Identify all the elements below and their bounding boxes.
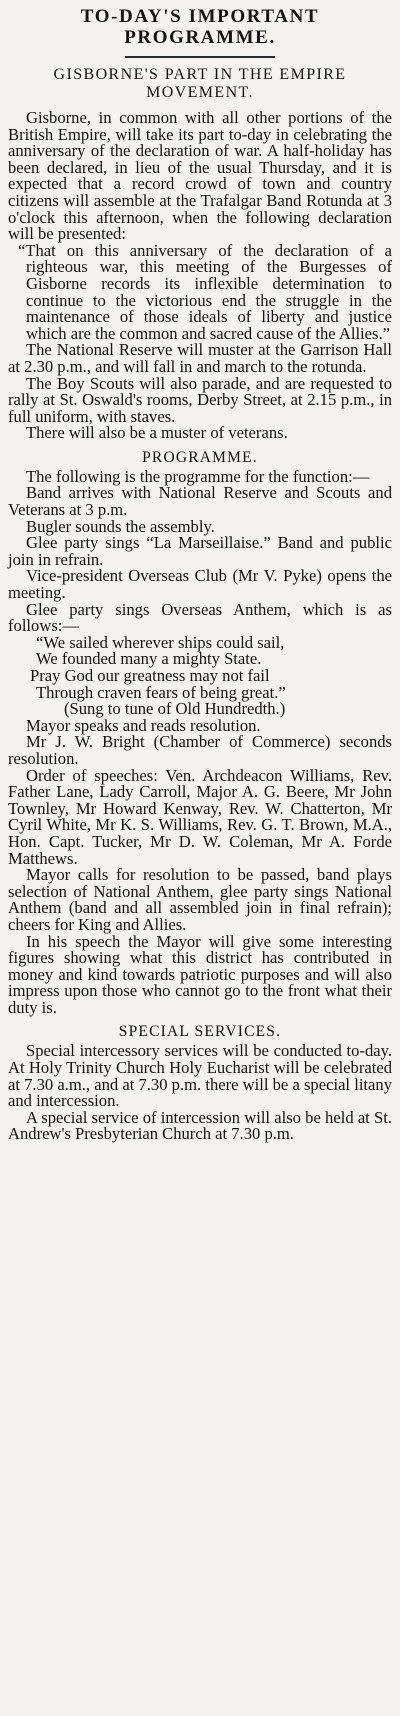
paragraph: The Boy Scouts will also parade, and are requested to rally at St. Oswald's rooms, Derby Street, at 2.15 p.m., in full uniform, with staves. xyxy=(8,373,392,426)
article-subtitle: GISBORNE'S PART IN THE EMPIRE MOVEMENT. xyxy=(53,66,347,101)
programme-item: Bugler sounds the assembly. xyxy=(26,516,215,536)
paragraph: Special intercessory services will be conducted to-day. At Holy Trinity Church Holy Eucharist will be celebrated at 7.30 a.m., and at 7.30 p.m. there will be a special litany and intercession. xyxy=(8,1041,392,1111)
programme-item: Glee party sings Overseas Anthem, which is as follows:— xyxy=(8,599,392,636)
article-title: TO-DAY'S IMPORTANT PROGRAMME. xyxy=(80,6,320,48)
paragraph: A special service of intercession will also be held at St. Andrew's Presbyterian Church at 7.30 p.m. xyxy=(8,1107,392,1144)
paragraph: There will also be a muster of veterans. xyxy=(26,423,288,443)
order-of-speeches: Order of speeches: Ven. Archdeacon Williams, Rev. Father Lane, Lady Carroll, Major A. G. Beere, Mr John Townley, Mr Howard Kenway, Rev. W. Chatterton, Mr Cyril White, Mr K. S. Williams, Rev. G. T. Brown, M.A., Hon. Capt. Tucker, Mr D. W. Coleman, Mr A. Forde Matthews. xyxy=(8,765,392,868)
programme-item: Vice-president Overseas Club (Mr V. Pyke) opens the meeting. xyxy=(8,566,392,603)
programme-item: Mayor speaks and reads resolution. xyxy=(26,715,261,735)
anthem-line: We founded many a mighty State. xyxy=(36,649,262,669)
programme-item: Glee party sings “La Marseillaise.” Band and public join in refrain. xyxy=(8,533,392,569)
paragraph: Gisborne, in common with all other portions of the British Empire, will take its part to-day in celebrating the anniversary of the declaration of war. A half-holiday has been declared, in lieu of the usual Thursday, and it is expected that a record crowd of town and country citizens will assemble at the Trafalgar Band Rotunda at 3 o'clock this afternoon, when the following declaration will be presented: xyxy=(8,108,392,244)
anthem-line: “We sailed wherever ships could sail, xyxy=(36,632,285,652)
paragraph: The National Reserve will muster at the Garrison Hall at 2.30 p.m., and will fall in and march to the rotunda. xyxy=(8,340,392,376)
declaration-quote: “That on this anniversary of the declaration of a righteous war, this meeting of the Burgesses of Gisborne records its inflexible determination to continue to the victorious end the struggle in the maintenance of those ideals of liberty and justice which are the common and sacred cause of the Allies.” xyxy=(18,240,392,343)
title-divider xyxy=(125,56,275,58)
tune-note: (Sung to tune of Old Hundredth.) xyxy=(64,699,286,719)
programme-item: Mayor calls for resolution to be passed, band plays selection of National Anthem, glee party sings National Anthem (band and all assembled join in final refrain); cheers for King and Allies. xyxy=(8,865,392,934)
anthem-line: Through craven fears of being great.” xyxy=(36,682,286,702)
programme-item: Mr J. W. Bright (Chamber of Commerce) seconds resolution. xyxy=(8,732,392,768)
article-body xyxy=(8,110,392,1143)
programme-heading: PROGRAMME. xyxy=(142,448,258,466)
programme-item: In his speech the Mayor will give some interesting figures showing what this district has contributed in money and kind towards patriotic purposes and will also impress upon those who cannot go to the front what their duty is. xyxy=(8,931,392,1017)
special-services-heading: SPECIAL SERVICES. xyxy=(118,1023,282,1041)
programme-item: Band arrives with National Reserve and Scouts and Veterans at 3 p.m. xyxy=(8,483,392,520)
anthem-line: Pray God our greatness may not fail xyxy=(30,666,270,685)
programme-intro: The following is the programme for the function:— xyxy=(26,466,370,486)
